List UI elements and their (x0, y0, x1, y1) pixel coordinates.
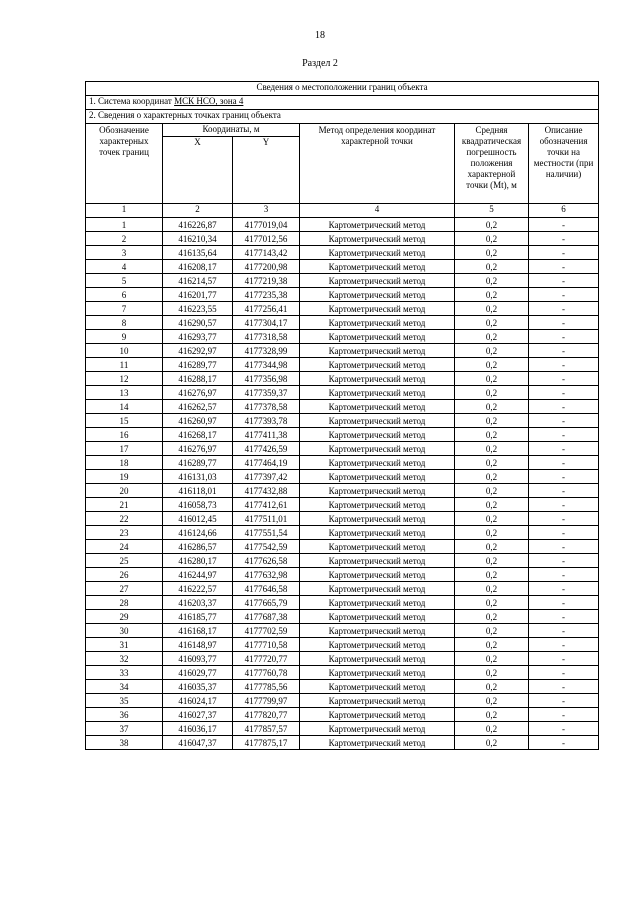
description-cell: - (529, 372, 599, 386)
column-numbers-row (86, 204, 599, 218)
point-number-cell: 13 (86, 386, 163, 400)
point-number-cell: 23 (86, 526, 163, 540)
error-cell: 0,2 (455, 442, 529, 456)
description-cell: - (529, 344, 599, 358)
y-coordinate-cell: 4177304,17 (233, 316, 300, 330)
x-coordinate-cell: 416290,57 (163, 316, 233, 330)
x-coordinate-cell: 416276,97 (163, 386, 233, 400)
description-cell: - (529, 232, 599, 246)
column-number: 3 (233, 204, 300, 218)
point-number-cell: 2 (86, 232, 163, 246)
method-cell: Картометрический метод (300, 386, 455, 400)
x-coordinate-cell: 416135,64 (163, 246, 233, 260)
error-cell: 0,2 (455, 372, 529, 386)
error-cell: 0,2 (455, 316, 529, 330)
point-number-cell: 32 (86, 652, 163, 666)
method-cell: Картометрический метод (300, 512, 455, 526)
method-cell: Картометрический метод (300, 540, 455, 554)
y-coordinate-cell: 4177710,58 (233, 638, 300, 652)
error-cell: 0,2 (455, 344, 529, 358)
table-row (86, 666, 599, 680)
y-coordinate-cell: 4177542,59 (233, 540, 300, 554)
table-title: Сведения о местоположении границ объекта (86, 82, 599, 96)
x-coordinate-cell: 416276,97 (163, 442, 233, 456)
y-coordinate-cell: 4177318,58 (233, 330, 300, 344)
point-number-cell: 16 (86, 428, 163, 442)
table-row (86, 442, 599, 456)
table-row (86, 372, 599, 386)
x-coordinate-cell: 416035,37 (163, 680, 233, 694)
description-cell: - (529, 456, 599, 470)
point-number-cell: 37 (86, 722, 163, 736)
table-row (86, 568, 599, 582)
error-cell: 0,2 (455, 470, 529, 484)
column-number: 5 (455, 204, 529, 218)
point-number-cell: 7 (86, 302, 163, 316)
method-cell: Картометрический метод (300, 400, 455, 414)
page-number: 18 (315, 30, 325, 41)
error-cell: 0,2 (455, 722, 529, 736)
error-cell: 0,2 (455, 582, 529, 596)
x-coordinate-cell: 416047,37 (163, 736, 233, 750)
table-row (86, 386, 599, 400)
error-cell: 0,2 (455, 456, 529, 470)
table-row (86, 722, 599, 736)
x-coordinate-cell: 416289,77 (163, 456, 233, 470)
coordinates-table (85, 81, 599, 750)
description-cell: - (529, 484, 599, 498)
header-error: Средняя квадратическая погрешность положения характерной точки (Mt), м (455, 124, 529, 204)
y-coordinate-cell: 4177012,56 (233, 232, 300, 246)
point-number-cell: 25 (86, 554, 163, 568)
description-cell: - (529, 386, 599, 400)
y-coordinate-cell: 4177219,38 (233, 274, 300, 288)
error-cell: 0,2 (455, 358, 529, 372)
error-cell: 0,2 (455, 624, 529, 638)
table-row (86, 302, 599, 316)
table-row (86, 246, 599, 260)
y-coordinate-cell: 4177235,38 (233, 288, 300, 302)
point-number-cell: 9 (86, 330, 163, 344)
y-coordinate-cell: 4177632,98 (233, 568, 300, 582)
method-cell: Картометрический метод (300, 582, 455, 596)
method-cell: Картометрический метод (300, 722, 455, 736)
error-cell: 0,2 (455, 652, 529, 666)
description-cell: - (529, 540, 599, 554)
point-number-cell: 17 (86, 442, 163, 456)
error-cell: 0,2 (455, 288, 529, 302)
method-cell: Картометрический метод (300, 428, 455, 442)
description-cell: - (529, 708, 599, 722)
y-coordinate-cell: 4177378,58 (233, 400, 300, 414)
method-cell: Картометрический метод (300, 456, 455, 470)
error-cell: 0,2 (455, 540, 529, 554)
method-cell: Картометрический метод (300, 470, 455, 484)
x-coordinate-cell: 416124,66 (163, 526, 233, 540)
x-coordinate-cell: 416210,34 (163, 232, 233, 246)
method-cell: Картометрический метод (300, 680, 455, 694)
x-coordinate-cell: 416293,77 (163, 330, 233, 344)
method-cell: Картометрический метод (300, 330, 455, 344)
x-coordinate-cell: 416208,17 (163, 260, 233, 274)
x-coordinate-cell: 416286,57 (163, 540, 233, 554)
point-number-cell: 6 (86, 288, 163, 302)
method-cell: Картометрический метод (300, 232, 455, 246)
description-cell: - (529, 260, 599, 274)
method-cell: Картометрический метод (300, 302, 455, 316)
point-number-cell: 36 (86, 708, 163, 722)
x-coordinate-cell: 416222,57 (163, 582, 233, 596)
header-method: Метод определения координат характерной точки (300, 124, 455, 204)
method-cell: Картометрический метод (300, 414, 455, 428)
error-cell: 0,2 (455, 498, 529, 512)
x-coordinate-cell: 416244,97 (163, 568, 233, 582)
y-coordinate-cell: 4177511,01 (233, 512, 300, 526)
method-cell: Картометрический метод (300, 652, 455, 666)
y-coordinate-cell: 4177665,79 (233, 596, 300, 610)
x-coordinate-cell: 416260,97 (163, 414, 233, 428)
table-row (86, 554, 599, 568)
table-row (86, 274, 599, 288)
description-cell: - (529, 722, 599, 736)
x-coordinate-cell: 416148,97 (163, 638, 233, 652)
x-coordinate-cell: 416093,77 (163, 652, 233, 666)
description-cell: - (529, 736, 599, 750)
description-cell: - (529, 414, 599, 428)
error-cell: 0,2 (455, 414, 529, 428)
method-cell: Картометрический метод (300, 498, 455, 512)
table-row (86, 470, 599, 484)
table-row (86, 428, 599, 442)
table-row (86, 344, 599, 358)
y-coordinate-cell: 4177720,77 (233, 652, 300, 666)
method-cell: Картометрический метод (300, 442, 455, 456)
description-cell: - (529, 358, 599, 372)
point-number-cell: 33 (86, 666, 163, 680)
y-coordinate-cell: 4177411,38 (233, 428, 300, 442)
x-coordinate-cell: 416131,03 (163, 470, 233, 484)
method-cell: Картометрический метод (300, 694, 455, 708)
x-coordinate-cell: 416118,01 (163, 484, 233, 498)
y-coordinate-cell: 4177019,04 (233, 218, 300, 232)
x-coordinate-cell: 416168,17 (163, 624, 233, 638)
error-cell: 0,2 (455, 218, 529, 232)
point-number-cell: 27 (86, 582, 163, 596)
point-number-cell: 5 (86, 274, 163, 288)
table-row (86, 484, 599, 498)
point-number-cell: 22 (86, 512, 163, 526)
table-row (86, 708, 599, 722)
description-cell: - (529, 694, 599, 708)
method-cell: Картометрический метод (300, 624, 455, 638)
x-coordinate-cell: 416289,77 (163, 358, 233, 372)
y-coordinate-cell: 4177551,54 (233, 526, 300, 540)
y-coordinate-cell: 4177820,77 (233, 708, 300, 722)
method-cell: Картометрический метод (300, 372, 455, 386)
table-row (86, 456, 599, 470)
point-number-cell: 18 (86, 456, 163, 470)
x-coordinate-cell: 416027,37 (163, 708, 233, 722)
method-cell: Картометрический метод (300, 568, 455, 582)
method-cell: Картометрический метод (300, 666, 455, 680)
description-cell: - (529, 568, 599, 582)
y-coordinate-cell: 4177426,59 (233, 442, 300, 456)
y-coordinate-cell: 4177143,42 (233, 246, 300, 260)
y-coordinate-cell: 4177687,38 (233, 610, 300, 624)
method-cell: Картометрический метод (300, 344, 455, 358)
description-cell: - (529, 316, 599, 330)
table-row (86, 694, 599, 708)
x-coordinate-cell: 416214,57 (163, 274, 233, 288)
error-cell: 0,2 (455, 512, 529, 526)
description-cell: - (529, 554, 599, 568)
error-cell: 0,2 (455, 246, 529, 260)
y-coordinate-cell: 4177344,98 (233, 358, 300, 372)
column-number: 2 (163, 204, 233, 218)
y-coordinate-cell: 4177256,41 (233, 302, 300, 316)
error-cell: 0,2 (455, 568, 529, 582)
error-cell: 0,2 (455, 484, 529, 498)
y-coordinate-cell: 4177432,88 (233, 484, 300, 498)
error-cell: 0,2 (455, 232, 529, 246)
y-coordinate-cell: 4177875,17 (233, 736, 300, 750)
point-number-cell: 12 (86, 372, 163, 386)
table-row (86, 288, 599, 302)
point-number-cell: 35 (86, 694, 163, 708)
header-x: X (163, 137, 233, 204)
x-coordinate-cell: 416203,37 (163, 596, 233, 610)
error-cell: 0,2 (455, 708, 529, 722)
y-coordinate-cell: 4177785,56 (233, 680, 300, 694)
point-number-cell: 3 (86, 246, 163, 260)
x-coordinate-cell: 416280,17 (163, 554, 233, 568)
error-cell: 0,2 (455, 596, 529, 610)
x-coordinate-cell: 416262,57 (163, 400, 233, 414)
y-coordinate-cell: 4177464,19 (233, 456, 300, 470)
header-designation: Обозначение характерных точек границ (86, 124, 163, 204)
error-cell: 0,2 (455, 680, 529, 694)
column-number: 1 (86, 204, 163, 218)
table-row (86, 218, 599, 232)
description-cell: - (529, 302, 599, 316)
method-cell: Картометрический метод (300, 610, 455, 624)
table-row (86, 540, 599, 554)
table-row (86, 680, 599, 694)
table-row (86, 582, 599, 596)
coordinate-system-name: МСК НСО, зона 4 (174, 96, 244, 106)
method-cell: Картометрический метод (300, 596, 455, 610)
point-number-cell: 24 (86, 540, 163, 554)
y-coordinate-cell: 4177702,59 (233, 624, 300, 638)
description-cell: - (529, 680, 599, 694)
x-coordinate-cell: 416185,77 (163, 610, 233, 624)
point-number-cell: 38 (86, 736, 163, 750)
table-row (86, 736, 599, 750)
table-row (86, 624, 599, 638)
point-number-cell: 19 (86, 470, 163, 484)
point-number-cell: 10 (86, 344, 163, 358)
y-coordinate-cell: 4177646,58 (233, 582, 300, 596)
y-coordinate-cell: 4177200,98 (233, 260, 300, 274)
method-cell: Картометрический метод (300, 260, 455, 274)
section-title: Раздел 2 (302, 58, 338, 69)
table-row (86, 512, 599, 526)
table-row (86, 330, 599, 344)
error-cell: 0,2 (455, 554, 529, 568)
x-coordinate-cell: 416012,45 (163, 512, 233, 526)
table-row (86, 260, 599, 274)
point-number-cell: 21 (86, 498, 163, 512)
description-cell: - (529, 666, 599, 680)
description-cell: - (529, 400, 599, 414)
description-cell: - (529, 526, 599, 540)
table-row (86, 400, 599, 414)
table-row (86, 638, 599, 652)
method-cell: Картометрический метод (300, 358, 455, 372)
coordinate-system-prefix: 1. Система координат (89, 96, 175, 106)
description-cell: - (529, 498, 599, 512)
method-cell: Картометрический метод (300, 274, 455, 288)
error-cell: 0,2 (455, 428, 529, 442)
description-cell: - (529, 330, 599, 344)
description-cell: - (529, 624, 599, 638)
point-number-cell: 4 (86, 260, 163, 274)
header-description: Описание обозначения точки на местности (при наличии) (529, 124, 599, 204)
method-cell: Картометрический метод (300, 288, 455, 302)
y-coordinate-cell: 4177412,61 (233, 498, 300, 512)
description-cell: - (529, 638, 599, 652)
point-number-cell: 31 (86, 638, 163, 652)
description-cell: - (529, 596, 599, 610)
y-coordinate-cell: 4177760,78 (233, 666, 300, 680)
x-coordinate-cell: 416288,17 (163, 372, 233, 386)
error-cell: 0,2 (455, 302, 529, 316)
table-row (86, 232, 599, 246)
method-cell: Картометрический метод (300, 246, 455, 260)
table-row (86, 358, 599, 372)
column-number: 6 (529, 204, 599, 218)
method-cell: Картометрический метод (300, 638, 455, 652)
error-cell: 0,2 (455, 666, 529, 680)
error-cell: 0,2 (455, 260, 529, 274)
point-number-cell: 8 (86, 316, 163, 330)
header-coords: Координаты, м (163, 124, 300, 137)
point-number-cell: 1 (86, 218, 163, 232)
point-number-cell: 28 (86, 596, 163, 610)
x-coordinate-cell: 416226,87 (163, 218, 233, 232)
y-coordinate-cell: 4177857,57 (233, 722, 300, 736)
method-cell: Картометрический метод (300, 526, 455, 540)
method-cell: Картометрический метод (300, 484, 455, 498)
error-cell: 0,2 (455, 330, 529, 344)
table-row (86, 652, 599, 666)
method-cell: Картометрический метод (300, 554, 455, 568)
error-cell: 0,2 (455, 610, 529, 624)
y-coordinate-cell: 4177799,97 (233, 694, 300, 708)
point-number-cell: 30 (86, 624, 163, 638)
error-cell: 0,2 (455, 694, 529, 708)
table-row (86, 526, 599, 540)
description-cell: - (529, 582, 599, 596)
method-cell: Картометрический метод (300, 736, 455, 750)
description-cell: - (529, 512, 599, 526)
method-cell: Картометрический метод (300, 708, 455, 722)
description-cell: - (529, 652, 599, 666)
description-cell: - (529, 428, 599, 442)
table-row (86, 316, 599, 330)
table-row (86, 610, 599, 624)
table-row (86, 596, 599, 610)
error-cell: 0,2 (455, 638, 529, 652)
error-cell: 0,2 (455, 526, 529, 540)
point-number-cell: 14 (86, 400, 163, 414)
table-body (86, 218, 599, 750)
x-coordinate-cell: 416268,17 (163, 428, 233, 442)
header-y: Y (233, 137, 300, 204)
error-cell: 0,2 (455, 386, 529, 400)
y-coordinate-cell: 4177393,78 (233, 414, 300, 428)
x-coordinate-cell: 416058,73 (163, 498, 233, 512)
table-row (86, 414, 599, 428)
y-coordinate-cell: 4177356,98 (233, 372, 300, 386)
column-number: 4 (300, 204, 455, 218)
method-cell: Картометрический метод (300, 316, 455, 330)
x-coordinate-cell: 416036,17 (163, 722, 233, 736)
y-coordinate-cell: 4177359,37 (233, 386, 300, 400)
point-number-cell: 26 (86, 568, 163, 582)
x-coordinate-cell: 416029,77 (163, 666, 233, 680)
table-row (86, 498, 599, 512)
points-title: 2. Сведения о характерных точках границ объекта (86, 110, 599, 124)
x-coordinate-cell: 416223,55 (163, 302, 233, 316)
x-coordinate-cell: 416201,77 (163, 288, 233, 302)
error-cell: 0,2 (455, 400, 529, 414)
description-cell: - (529, 218, 599, 232)
description-cell: - (529, 274, 599, 288)
description-cell: - (529, 610, 599, 624)
description-cell: - (529, 442, 599, 456)
x-coordinate-cell: 416024,17 (163, 694, 233, 708)
description-cell: - (529, 246, 599, 260)
error-cell: 0,2 (455, 274, 529, 288)
description-cell: - (529, 288, 599, 302)
y-coordinate-cell: 4177397,42 (233, 470, 300, 484)
point-number-cell: 15 (86, 414, 163, 428)
x-coordinate-cell: 416292,97 (163, 344, 233, 358)
method-cell: Картометрический метод (300, 218, 455, 232)
error-cell: 0,2 (455, 736, 529, 750)
point-number-cell: 34 (86, 680, 163, 694)
coordinate-system-row (86, 96, 599, 110)
point-number-cell: 20 (86, 484, 163, 498)
point-number-cell: 11 (86, 358, 163, 372)
description-cell: - (529, 470, 599, 484)
y-coordinate-cell: 4177626,58 (233, 554, 300, 568)
point-number-cell: 29 (86, 610, 163, 624)
y-coordinate-cell: 4177328,99 (233, 344, 300, 358)
